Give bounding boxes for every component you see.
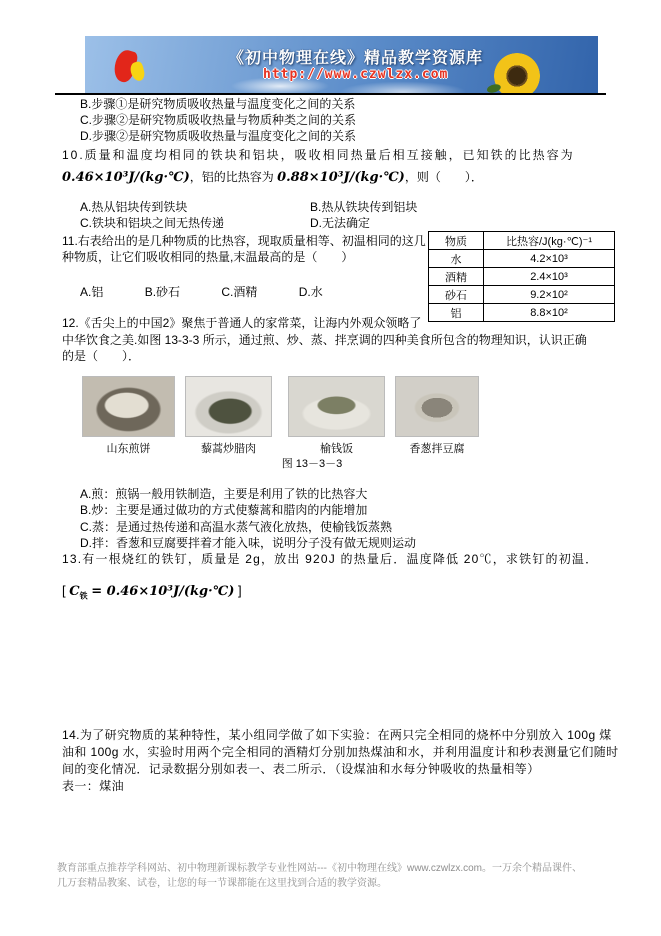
q10-option-d: D.无法确定 bbox=[310, 216, 371, 230]
q13-bracket-open: [ bbox=[62, 583, 66, 598]
q11-choice-a: A.铝 bbox=[80, 285, 104, 299]
q13-subscript-iron: 铁 bbox=[79, 590, 88, 601]
q10-formula-aluminum: 0.88×10³J/(kg·℃) bbox=[277, 170, 405, 185]
q12-stem-line2: 中华饮食之美.如图 13-3-3 所示，通过煎、炒、蒸、拌烹调的四种美食所包含的物理知识，认识正确 bbox=[62, 333, 587, 347]
photo-stirfried-artemisia-pork bbox=[185, 376, 272, 437]
q11-choice-c: C.酒精 bbox=[221, 285, 258, 299]
q11-stem-line1: 11.右表给出的是几种物质的比热容，现取质量相等、初温相同的这几 bbox=[62, 234, 426, 248]
footer-line2: 几万套精品教案、试卷，让您的每一节课都能在这里找到合适的教学资源。 bbox=[57, 878, 387, 889]
q13-symbol-c: $C_铁$ bbox=[69, 584, 88, 601]
table-row bbox=[429, 268, 615, 286]
q11-choice-d: D.水 bbox=[298, 285, 323, 299]
photo-elm-seed-rice bbox=[288, 376, 385, 437]
caption-shandong-pancake: 山东煎饼 bbox=[106, 443, 151, 455]
cell-value: 4.2×10³ bbox=[484, 250, 615, 268]
photo-scallion-tofu bbox=[395, 376, 479, 437]
caption-stirfried-artemisia-pork: 藜蒿炒腊肉 bbox=[201, 443, 256, 455]
col-header-substance: 物质 bbox=[429, 232, 484, 250]
site-logo-icon bbox=[113, 46, 153, 86]
cell-value: 8.8×10² bbox=[484, 304, 615, 322]
q13-formula-value: = 0.46×10³J/(kg·℃) bbox=[91, 584, 235, 599]
q11-choice-b: B.砂石 bbox=[144, 285, 181, 299]
q13-given-formula bbox=[62, 580, 242, 607]
q10-option-a: A.热从铝块传到铁块 bbox=[80, 200, 188, 214]
q12-option-b: B.炒：主要是通过做功的方式使藜蒿和腊肉的内能增加 bbox=[80, 503, 368, 518]
q14-stem-line1: 14.为了研究物质的某种特性，某小组同学做了如下实验：在两只完全相同的烧杯中分别放入 100g 煤 bbox=[62, 728, 612, 742]
q14-stem-line2: 油和 100g 水，实验时用两个完全相同的酒精灯分别加热煤油和水，并利用温度计和秒表测量它们随时 bbox=[62, 745, 619, 759]
specific-heat-table bbox=[428, 231, 615, 322]
site-banner bbox=[85, 36, 598, 93]
page-footer bbox=[57, 861, 613, 891]
q14-table1-label: 表一：煤油 bbox=[62, 779, 125, 793]
caption-elm-seed-rice: 榆钱饭 bbox=[320, 443, 353, 455]
q10-formula-iron: 0.46×10³J/(kg·℃) bbox=[62, 170, 190, 185]
table-row bbox=[429, 286, 615, 304]
q14-stem-line3: 间的变化情况．记录数据分别如表一、表二所示．（设煤油和水每分钟吸收的热量相等） bbox=[62, 762, 540, 776]
cell-substance: 水 bbox=[429, 250, 484, 268]
q12-options bbox=[80, 486, 416, 552]
q11-choices bbox=[80, 284, 323, 300]
cell-substance: 铝 bbox=[429, 304, 484, 322]
q9-option-b: B.步骤①是研究物质吸收热量与温度变化之间的关系 bbox=[80, 97, 356, 111]
col-header-specific-heat: 比热容/J(kg·℃)⁻¹ bbox=[484, 232, 615, 250]
cell-substance: 酒精 bbox=[429, 268, 484, 286]
table-header-row bbox=[429, 232, 615, 250]
banner-divider bbox=[55, 93, 606, 95]
figure-13-3-3 bbox=[62, 376, 602, 468]
logo-yellow-flame-icon bbox=[129, 61, 146, 83]
q12-option-d: D.拌：香葱和豆腐要拌着才能入味，说明分子没有做无规则运动 bbox=[80, 536, 417, 551]
caption-scallion-tofu: 香葱拌豆腐 bbox=[409, 443, 465, 455]
banner-url: http://www.czwlzx.com bbox=[263, 67, 449, 82]
banner-title: 《初中物理在线》精品教学资源库 bbox=[228, 50, 484, 67]
q13-bracket-close: ] bbox=[238, 583, 242, 598]
q9-option-c: C.步骤②是研究物质吸收热量与物质种类之间的关系 bbox=[80, 113, 357, 127]
q12-option-a: A.煎：煎锅一般用铁制造，主要是利用了铁的比热容大 bbox=[80, 487, 368, 501]
q12-stem-line1: 12.《舌尖上的中国2》聚焦于普通人的家常菜，让海内外观众领略了 bbox=[62, 316, 422, 330]
q10-option-c: C.铁块和铝块之间无热传递 bbox=[80, 216, 225, 230]
q10-stem-line1: 10.质量和温度均相同的铁块和铝块，吸收相同热量后相互接触，已知铁的比热容为 bbox=[62, 148, 575, 162]
footer-line1: 教育部重点推荐学科网站、初中物理新课标教学专业性网站---《初中物理在线》www.czwlzx.com。一万余个精品课件、 bbox=[57, 863, 582, 874]
figure-label: 图 13－3－3 bbox=[281, 458, 343, 470]
q12-stem-line3: 的是（ ）． bbox=[62, 349, 141, 363]
q10-stem-tail: ，则（ ）． bbox=[404, 170, 483, 184]
table-row bbox=[429, 304, 615, 322]
q12-option-c: C.蒸：是通过热传递和高温水蒸气液化放热，使榆钱饭蒸熟 bbox=[80, 519, 393, 534]
q10-stem-mid: ，铝的比热容为 bbox=[189, 170, 278, 184]
cell-substance: 砂石 bbox=[429, 286, 484, 304]
cell-value: 2.4×10³ bbox=[484, 268, 615, 286]
q10-option-b: B.热从铁块传到铝块 bbox=[310, 200, 418, 214]
q10-stem-line2 bbox=[62, 168, 483, 187]
q14-stem bbox=[62, 727, 619, 795]
cell-value: 9.2×10² bbox=[484, 286, 615, 304]
q11-stem-line2: 种物质，让它们吸收相同的热量,末温最高的是（ ） bbox=[62, 250, 354, 264]
photo-shandong-pancake bbox=[82, 376, 175, 437]
q9-option-d: D.步骤②是研究物质吸收热量与温度变化之间的关系 bbox=[80, 129, 357, 143]
table-row bbox=[429, 250, 615, 268]
q13-stem: 13.有一根烧红的铁钉，质量是 2g，放出 920J 的热量后．温度降低 20℃，求铁钉的初温． bbox=[62, 552, 599, 566]
sunflower-leaf-icon bbox=[486, 84, 501, 93]
